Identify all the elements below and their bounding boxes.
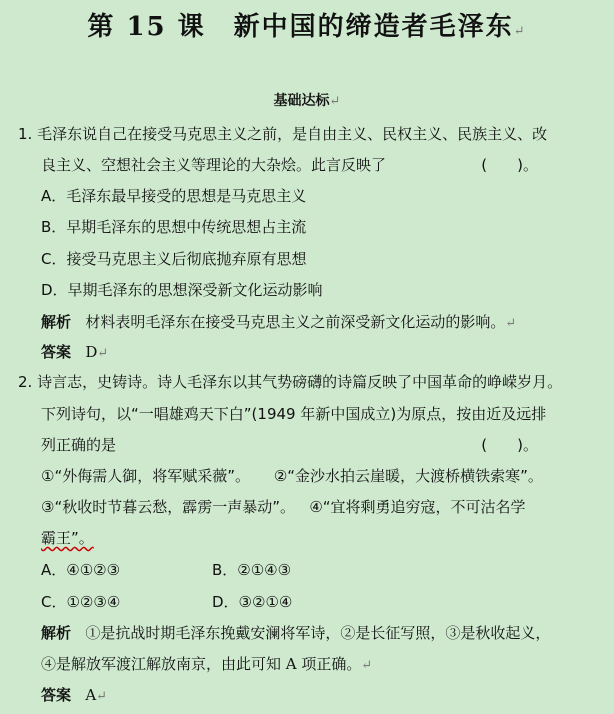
q2-option-d: D．③②①④ — [212, 593, 293, 611]
q2-stem-line2: 下列诗句，以“一唱雄鸡天下白”(1949 年新中国成立)为原点，按由近及远排 — [41, 405, 547, 423]
paragraph-mark: ↵ — [361, 658, 373, 673]
q1-analysis-label: 解析 — [41, 313, 72, 331]
q2-analysis-line1 — [41, 623, 550, 643]
q2-answer-text: A — [85, 686, 97, 704]
q2-answer-blank: ( )。 — [481, 436, 538, 454]
q2-poem-1: ①“外侮需人御，将军赋采薇”。 — [41, 467, 250, 485]
q2-poems-line2 — [41, 497, 526, 517]
q1-option-d: D．早期毛泽东的思想深受新文化运动影响 — [41, 281, 323, 299]
q2-analysis-line2 — [41, 654, 372, 676]
q1-option-b: B．早期毛泽东的思想中传统思想占主流 — [41, 218, 307, 236]
q1-analysis-text: 材料表明毛泽东在接受马克思主义之前深受新文化运动的影响。 — [85, 313, 506, 331]
q2-stem-line3 — [41, 435, 576, 455]
q1-stem-line2 — [41, 155, 576, 175]
q2-option-a: A．④①②③ — [41, 561, 121, 579]
section-title — [0, 90, 614, 110]
paragraph-mark: ↵ — [505, 316, 517, 331]
paragraph-mark: ↵ — [96, 689, 108, 704]
q1-option-c: C．接受马克思主义后彻底抛弃原有思想 — [41, 250, 307, 268]
section-title-text: 基础达标 — [273, 93, 330, 109]
q2-poems-line3 — [41, 528, 94, 548]
q2-poem-2: ②“金沙水拍云崖暖，大渡桥横铁索寒”。 — [273, 467, 543, 485]
q1-option-a: A．毛泽东最早接受的思想是马克思主义 — [41, 187, 307, 205]
q2-poem-3: ③“秋收时节暮云愁，霹雳一声暴动”。 — [41, 498, 295, 516]
q1-analysis — [41, 312, 516, 334]
q2-options-row2-right — [212, 592, 292, 612]
q2-options-row1 — [41, 560, 120, 580]
q2-stem-line3-text: 列正确的是 — [41, 436, 117, 454]
paragraph-mark: ↵ — [329, 94, 341, 109]
q1-answer-label: 答案 — [41, 343, 72, 361]
q2-option-b: B．②①④③ — [212, 561, 292, 579]
q2-option-c: C．①②③④ — [41, 593, 121, 611]
q2-stem-line1: 2. 诗言志，史铸诗。诗人毛泽东以其气势磅礴的诗篇反映了中国革命的峥嵘岁月。 — [18, 373, 563, 391]
q2-analysis-text-2: ④是解放军渡江解放南京，由此可知 A 项正确。 — [41, 655, 362, 673]
paragraph-mark: ↵ — [97, 346, 109, 361]
paragraph-mark: ↵ — [513, 24, 527, 39]
q1-answer-blank: ( )。 — [481, 156, 538, 174]
q2-options-row2 — [41, 592, 120, 612]
q1-answer — [41, 342, 108, 364]
q2-analysis-label: 解析 — [41, 624, 72, 642]
q2-analysis-text-1: ①是抗战时期毛泽东挽戴安澜将军诗，②是长征写照，③是秋收起义， — [85, 624, 551, 642]
q2-poem-4-end: 霸王”。 — [41, 529, 94, 547]
q2-answer-label: 答案 — [41, 686, 72, 704]
q2-poems-line1 — [41, 466, 543, 486]
q2-options-row1-right — [212, 560, 291, 580]
q1-stem-line2-text: 良主义、空想社会主义等理论的大杂烩。此言反映了 — [41, 156, 387, 174]
q2-answer — [41, 685, 107, 707]
lesson-title — [0, 6, 614, 43]
q1-stem-line1: 1. 毛泽东说自己在接受马克思主义之前，是自由主义、民权主义、民族主义、改 — [18, 125, 548, 143]
q1-answer-text: D — [85, 343, 98, 361]
q2-poem-4: ④“宜将剩勇追穷寇，不可沽名学 — [309, 498, 526, 516]
lesson-title-text: 第 15 课 新中国的缔造者毛泽东 — [87, 12, 514, 42]
